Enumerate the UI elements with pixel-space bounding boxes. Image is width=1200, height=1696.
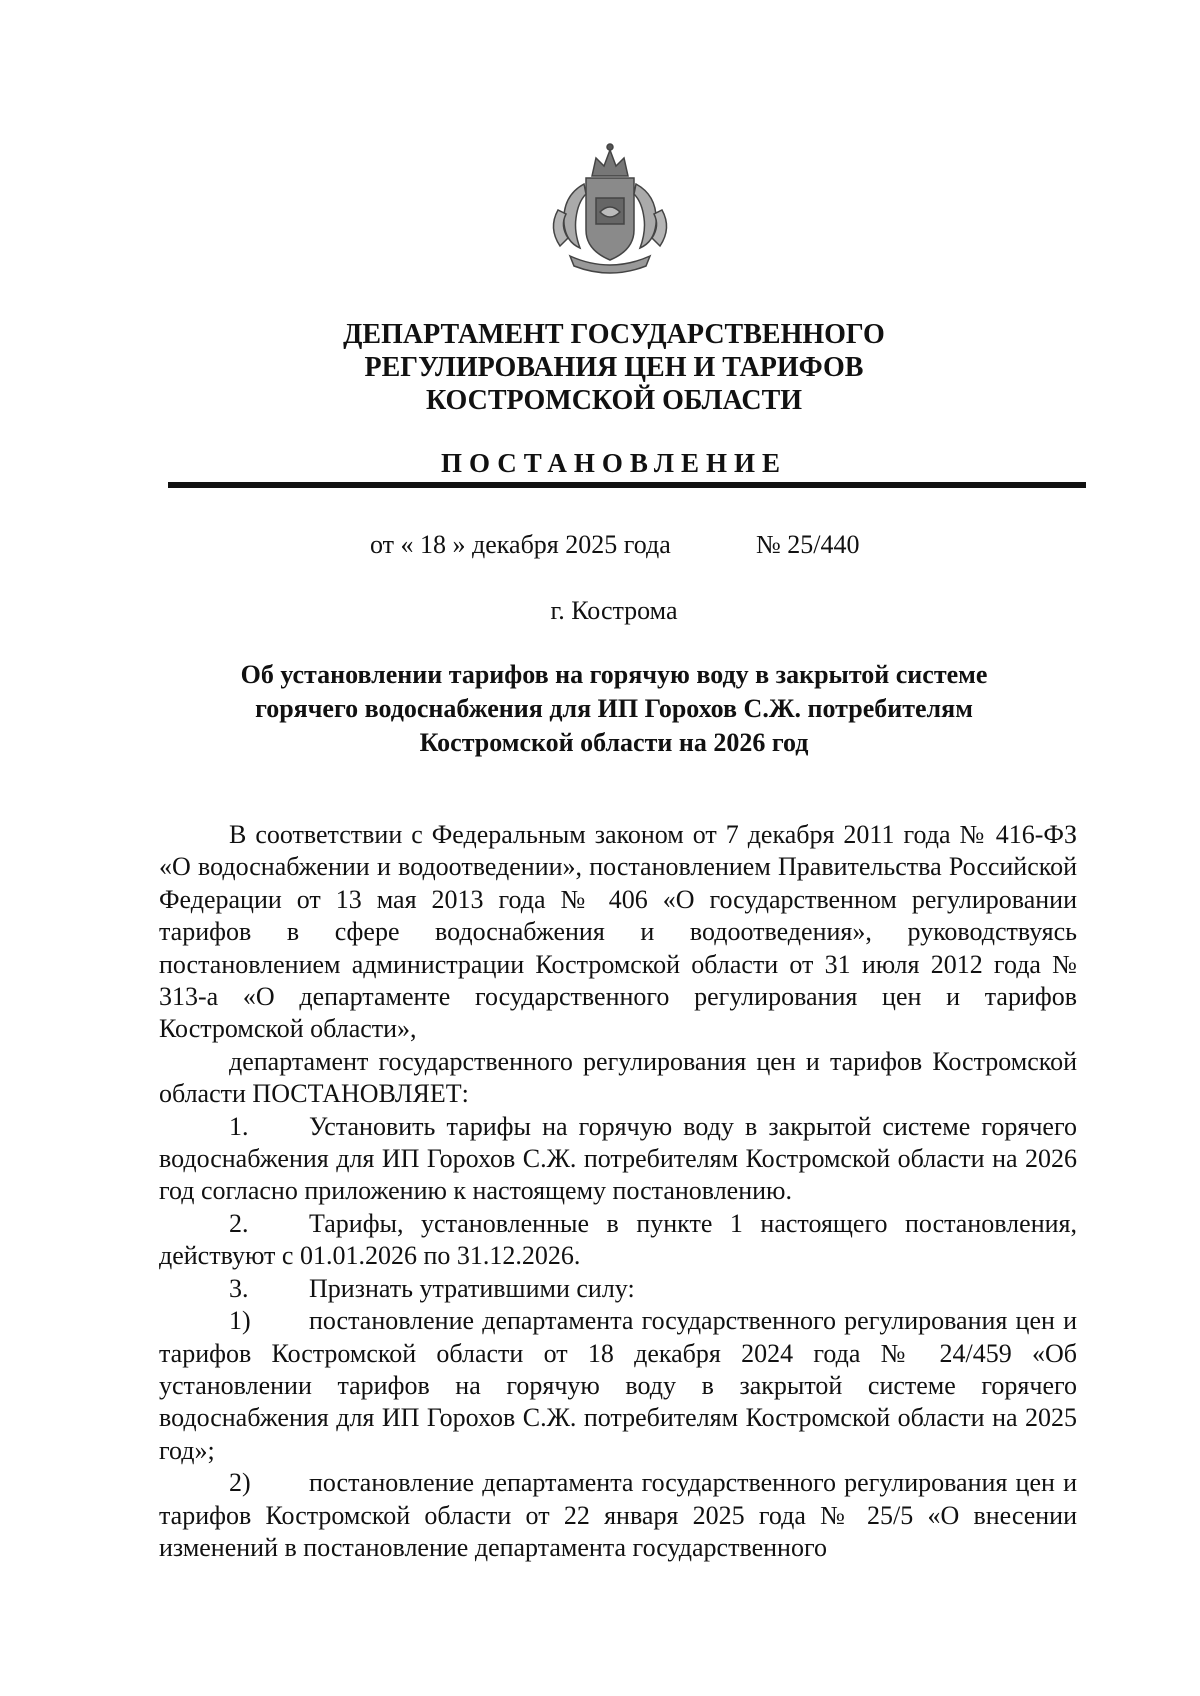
sub-list-item-number: 2) (229, 1468, 251, 1498)
list-item (159, 1208, 1077, 1273)
list-item-number: 3. (229, 1273, 249, 1303)
title-line-3: Костромской области на 2026 год (419, 728, 809, 757)
document-city: г. Кострома (550, 596, 678, 625)
list-item (159, 1111, 1077, 1208)
department-name (0, 318, 1200, 417)
department-line-3: КОСТРОМСКОЙ ОБЛАСТИ (425, 385, 803, 416)
horizontal-rule (168, 482, 1086, 488)
document-date: от « 18 » декабря 2025 года (370, 530, 671, 559)
sub-list-item-text: постановление департамента государственного регулирования цен и тарифов Костромской области от 18 декабря 2024 года № 24/459 «Об установлении тарифов на горячую воду в закрытой системе горячего водоснабжения для ИП Горохов С.Ж. потребителям Костромской области на 2025 год»; (159, 1306, 1077, 1465)
title-line-1: Об установлении тарифов на горячую воду в закрытой системе (240, 660, 988, 689)
sub-list-item-number: 1) (229, 1306, 251, 1336)
department-line-1: ДЕПАРТАМЕНТ ГОСУДАРСТВЕННОГО (343, 319, 885, 350)
list-item-number: 1. (229, 1111, 249, 1141)
document-number: № 25/440 (756, 530, 860, 559)
list-item-text: Установить тарифы на горячую воду в закрытой системе горячего водоснабжения для ИП Горохов С.Ж. потребителям Костромской области на 2026 год согласно приложению к настоящему постановлению. (159, 1111, 1077, 1206)
department-line-2: РЕГУЛИРОВАНИЯ ЦЕН И ТАРИФОВ (364, 352, 864, 383)
sub-list-item (159, 1467, 1077, 1564)
coat-of-arms-emblem (540, 138, 680, 278)
document-body (159, 819, 1077, 1564)
document-title (0, 658, 1200, 760)
sub-list-item (159, 1305, 1077, 1467)
list-item-text: Тарифы, установленные в пункте 1 настоящего постановления, действуют с 01.01.2026 по 31.12.2026. (159, 1208, 1077, 1271)
list-item (159, 1273, 1077, 1305)
sub-list-item-text: постановление департамента государственного регулирования цен и тарифов Костромской области от 22 января 2025 года № 25/5 «О внесении изменений в постановление департамента государственного (159, 1468, 1077, 1562)
preamble-paragraph: В соответствии с Федеральным законом от 7 декабря 2011 года № 416-ФЗ «О водоснабжении и водоотведении», постановлением Правительства Российской Федерации от 13 мая 2013 года № 406 «О государственном регулировании тарифов в сфере водоснабжения и водоотведения», руководствуясь постановлением администрации Костромской области от 31 июля 2012 года № 313-а «О департаменте государственного регулирования цен и тарифов Костромской области», (159, 820, 1077, 1044)
title-line-2: горячего водоснабжения для ИП Горохов С.Ж. потребителям (255, 694, 973, 723)
resolves-paragraph: департамент государственного регулирования цен и тарифов Костромской области ПОСТАНОВЛЯЕТ: (159, 1046, 1077, 1109)
document-type-heading: ПОСТАНОВЛЕНИЕ (440, 448, 788, 478)
list-item-text: Признать утратившими силу: (309, 1273, 635, 1303)
list-item-number: 2. (229, 1208, 249, 1238)
